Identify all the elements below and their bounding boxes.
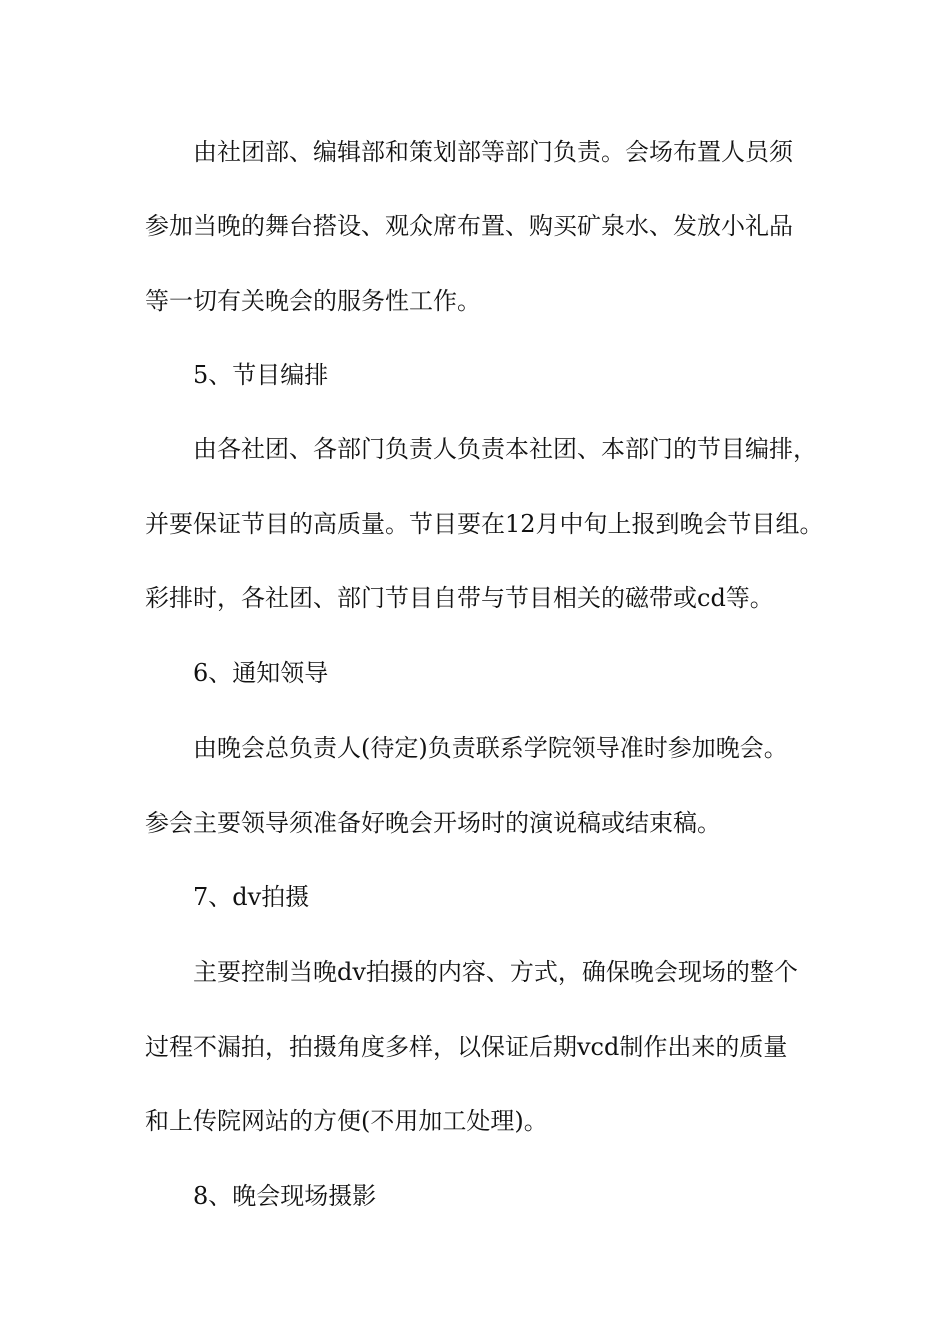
paragraph-line: 并要保证节目的高质量。节目要在12月中旬上报到晚会节目组。 xyxy=(145,510,824,538)
paragraph-line: 等一切有关晚会的服务性工作。 xyxy=(145,287,481,315)
paragraph-line: 主要控制当晚dv拍摄的内容、方式，确保晚会现场的整个 xyxy=(193,958,798,986)
paragraph-line: 由各社团、各部门负责人负责本社团、本部门的节目编排， xyxy=(193,435,817,463)
paragraph-line: 由晚会总负责人(待定)负责联系学院领导准时参加晚会。 xyxy=(193,734,788,762)
section-heading: 8、晚会现场摄影 xyxy=(193,1182,377,1210)
paragraph-line: 过程不漏拍，拍摄角度多样，以保证后期vcd制作出来的质量 xyxy=(145,1033,788,1061)
paragraph-line: 由社团部、编辑部和策划部等部门负责。会场布置人员须 xyxy=(193,138,793,166)
section-heading: 5、节目编排 xyxy=(193,361,329,389)
section-heading: 6、通知领导 xyxy=(193,659,329,687)
paragraph-line: 参会主要领导须准备好晚会开场时的演说稿或结束稿。 xyxy=(145,809,721,837)
paragraph-line: 彩排时，各社团、部门节目自带与节目相关的磁带或cd等。 xyxy=(145,584,774,612)
paragraph-line: 和上传院网站的方便(不用加工处理)。 xyxy=(145,1107,548,1135)
section-heading: 7、dv拍摄 xyxy=(193,883,310,911)
paragraph-line: 参加当晚的舞台搭设、观众席布置、购买矿泉水、发放小礼品 xyxy=(145,212,793,240)
